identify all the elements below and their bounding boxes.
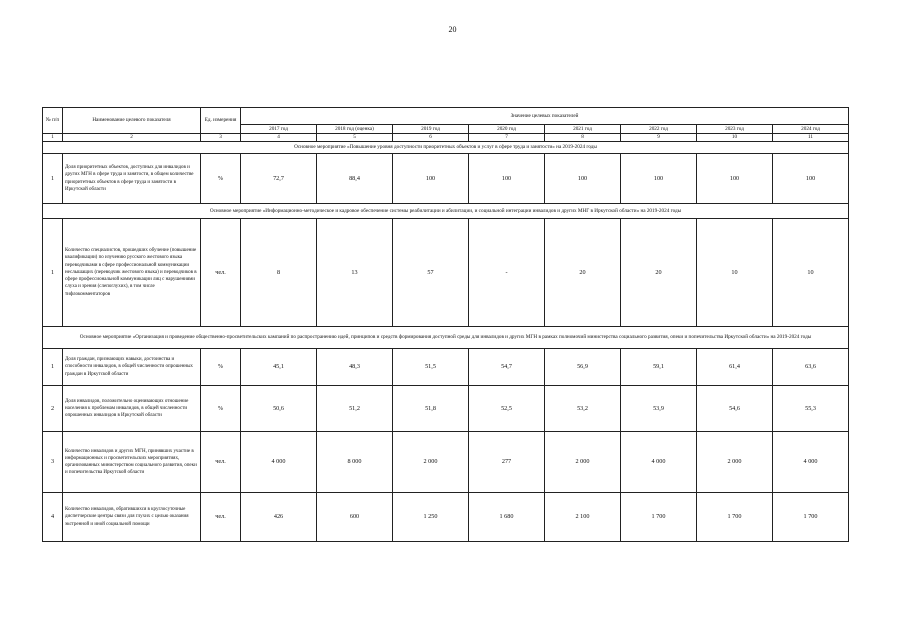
value-cell: 1 250	[393, 493, 469, 542]
column-index-cell: 6	[393, 134, 469, 142]
value-cell: 2 100	[545, 493, 621, 542]
value-cell: 52,5	[469, 386, 545, 432]
indicator-name: Количество специалистов, прошедших обучение (повышение квалификации) по изучению русского жестового языка переводчиками в сфере профессиональной коммуникации неслышащих (переводчик жестового языка) и переводчиков в сфере профессиональной коммуникации лиц с нарушениями слуха и зрения (слепоглухих), в том числе тифлокомментаторов	[63, 219, 201, 327]
value-cell: 57	[393, 219, 469, 327]
header-year: 2023 год	[697, 125, 773, 134]
unit-cell: чел.	[201, 219, 241, 327]
indicator-name: Доля приоритетных объектов, доступных для инвалидов и других МГН в сфере труда и занятости, в общем количестве приоритетных объектов в сфере труда и занятости в Иркутской области	[63, 154, 201, 204]
column-index-cell: 7	[469, 134, 545, 142]
value-cell: 51,5	[393, 349, 469, 386]
column-index-cell: 5	[317, 134, 393, 142]
column-index-cell: 3	[201, 134, 241, 142]
section-row	[43, 327, 849, 349]
value-cell: 1 700	[773, 493, 849, 542]
column-index-cell: 8	[545, 134, 621, 142]
column-index-cell: 1	[43, 134, 63, 142]
section-row	[43, 142, 849, 154]
section-title: Основное мероприятие «Информационно-методическое и кадровое обеспечение системы реабилитации и абилитации, и социальной интеграции инвалидов и других МНГ в Иркутской области» на 2019-2024 годы	[43, 204, 849, 219]
indicator-name: Доля инвалидов, положительно оценивающих отношение населения к проблемам инвалидов, в общей численности опрошенных инвалидов в Иркутской области	[63, 386, 201, 432]
section-title: Основное мероприятие «Организация и проведение общественно-просветительских кампаний по распространению идей, принципов и средств формирования доступной среды для инвалидов и других МГН в рамках полномочий министерства социального развития, опеки и попечительства Иркутской области» на 2019-2024 годы	[43, 327, 849, 349]
indicators-table	[42, 107, 849, 542]
row-number: 3	[43, 432, 63, 493]
value-cell: 51,2	[317, 386, 393, 432]
table-row	[43, 154, 849, 204]
row-number: 4	[43, 493, 63, 542]
value-cell: 72,7	[241, 154, 317, 204]
value-cell: 50,6	[241, 386, 317, 432]
column-index-cell: 9	[621, 134, 697, 142]
value-cell: 600	[317, 493, 393, 542]
value-cell: 100	[697, 154, 773, 204]
header-year: 2017 год	[241, 125, 317, 134]
table-row	[43, 493, 849, 542]
value-cell: 277	[469, 432, 545, 493]
value-cell: 1 700	[621, 493, 697, 542]
value-cell: 54,6	[697, 386, 773, 432]
value-cell: 100	[773, 154, 849, 204]
value-cell: 100	[393, 154, 469, 204]
header-year: 2019 год	[393, 125, 469, 134]
value-cell: 4 000	[773, 432, 849, 493]
value-cell: 61,4	[697, 349, 773, 386]
header-year: 2018 год (оценка)	[317, 125, 393, 134]
value-cell: 48,3	[317, 349, 393, 386]
value-cell: 8 000	[317, 432, 393, 493]
value-cell: -	[469, 219, 545, 327]
value-cell: 8	[241, 219, 317, 327]
column-index-cell: 2	[63, 134, 201, 142]
table-row	[43, 349, 849, 386]
unit-cell: %	[201, 154, 241, 204]
header-year: 2022 год	[621, 125, 697, 134]
header-values-group: Значение целевых показателей	[241, 108, 849, 125]
value-cell: 53,2	[545, 386, 621, 432]
value-cell: 63,6	[773, 349, 849, 386]
value-cell: 45,1	[241, 349, 317, 386]
value-cell: 100	[469, 154, 545, 204]
table-row	[43, 219, 849, 327]
row-number: 2	[43, 386, 63, 432]
table-row	[43, 432, 849, 493]
value-cell: 100	[621, 154, 697, 204]
value-cell: 56,9	[545, 349, 621, 386]
value-cell: 1 680	[469, 493, 545, 542]
value-cell: 100	[545, 154, 621, 204]
value-cell: 53,9	[621, 386, 697, 432]
value-cell: 55,3	[773, 386, 849, 432]
column-index-cell: 10	[697, 134, 773, 142]
header-year: 2020 год	[469, 125, 545, 134]
row-number: 1	[43, 219, 63, 327]
header-num: № п/п	[43, 108, 63, 134]
page-number: 20	[448, 25, 457, 34]
value-cell: 20	[545, 219, 621, 327]
section-row	[43, 204, 849, 219]
unit-cell: чел.	[201, 432, 241, 493]
value-cell: 59,1	[621, 349, 697, 386]
header-unit: Ед. измерения	[201, 108, 241, 134]
row-number: 1	[43, 154, 63, 204]
value-cell: 13	[317, 219, 393, 327]
column-index-cell: 4	[241, 134, 317, 142]
value-cell: 10	[697, 219, 773, 327]
value-cell: 1 700	[697, 493, 773, 542]
value-cell: 54,7	[469, 349, 545, 386]
section-title: Основное мероприятие «Повышение уровня доступности приоритетных объектов и услуг в сфере труда и занятости» на 2019-2024 годы	[43, 142, 849, 154]
value-cell: 20	[621, 219, 697, 327]
unit-cell: %	[201, 386, 241, 432]
value-cell: 51,8	[393, 386, 469, 432]
value-cell: 2 000	[393, 432, 469, 493]
indicator-name: Количество инвалидов, обратившихся в круглосуточные диспетчерские центры связи для глухих с целью оказания экстренной и иной социальной помощи	[63, 493, 201, 542]
header-year: 2024 год	[773, 125, 849, 134]
header-name: Наименование целевого показателя	[63, 108, 201, 134]
column-index-cell: 11	[773, 134, 849, 142]
header-year: 2021 год	[545, 125, 621, 134]
indicator-name: Количество инвалидов и других МГН, принявших участие в информационных и просветительских мероприятиях, организованных министерством социального развития, опеки и попечительства Иркутской области	[63, 432, 201, 493]
table-row	[43, 386, 849, 432]
value-cell: 4 000	[241, 432, 317, 493]
value-cell: 10	[773, 219, 849, 327]
value-cell: 426	[241, 493, 317, 542]
indicator-name: Доля граждан, признающих навыки, достоинства и способности инвалидов, в общей численности опрошенных граждан в Иркутской области	[63, 349, 201, 386]
unit-cell: чел.	[201, 493, 241, 542]
row-number: 1	[43, 349, 63, 386]
value-cell: 4 000	[621, 432, 697, 493]
value-cell: 2 000	[697, 432, 773, 493]
value-cell: 2 000	[545, 432, 621, 493]
unit-cell: %	[201, 349, 241, 386]
value-cell: 88,4	[317, 154, 393, 204]
